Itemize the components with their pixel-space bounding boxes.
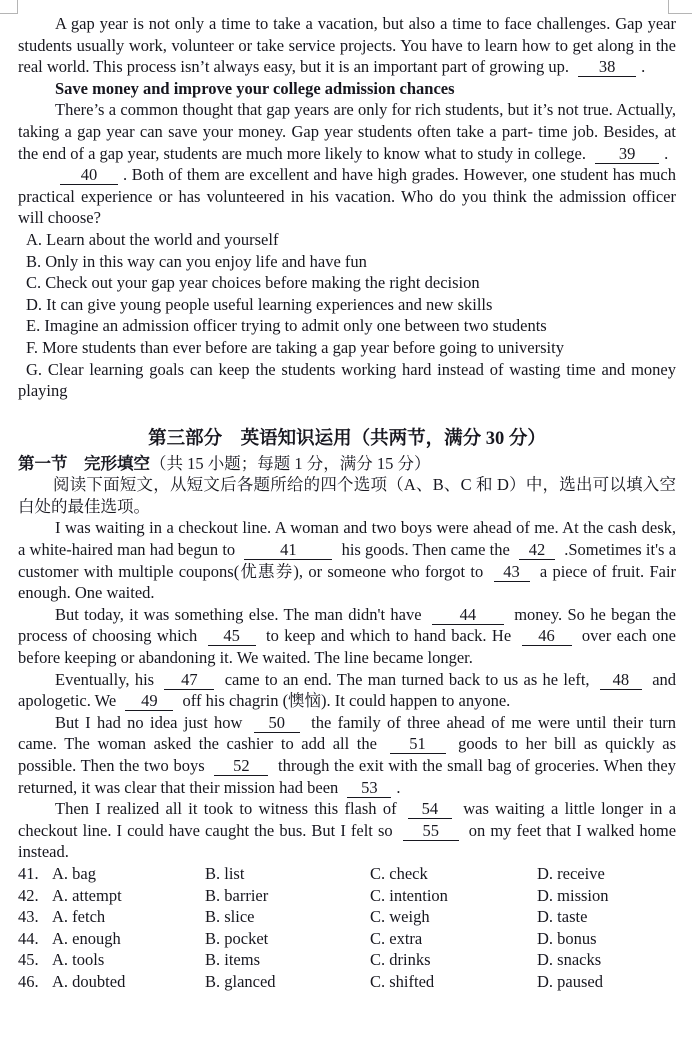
option-d: D. mission [537,885,609,905]
option-a: A. fetch [52,907,106,927]
section-3-title: 第三部分 英语知识运用（共两节，满分 30 分） [148,428,546,449]
section-3-subtitle [18,453,676,475]
reading-option-c: C. Check out your gap year choices before making the right decision [26,273,480,293]
reading-options-list [18,229,676,402]
paragraph-text: his goods. Then came the [341,540,510,560]
paragraph-text: off his chagrin (懊恼). It could happen to anyone. [182,691,511,711]
answer-row-42 [18,885,676,907]
paragraph-text: came to an end. The man turned back to us as he left, [224,669,590,689]
paragraph-text: was waiting a little longer in a checkout line. I could have caught the bus. But I felt so [18,799,677,840]
reading-option-d: D. It can give young people useful learning experiences and new skills [26,294,493,314]
blank-48: 48 [600,671,642,690]
paragraph-text: the family of three ahead of me were until their turn came. The woman asked the cashier to add all the [18,712,676,754]
page-corner-mark-right [668,0,692,14]
paragraph-text: But today, it was something else. The man didn't have [55,604,422,624]
paragraph-text: money. So he began the process of choosing which [18,604,677,646]
reading-option-f: F. More students than ever before are taking a gap year before going to university [26,337,564,357]
option-b: B. list [205,863,245,883]
page-corner-mark-left [0,0,18,14]
option-a: A. tools [52,950,105,970]
blank-39: 39 [595,145,659,164]
paragraph-text: over each one before keeping or abandoning it. We waited. The line became longer. [18,626,676,668]
paragraph-text: I was waiting in a checkout line. A woman and two boys were ahead of me. At the cash desk, a white-haired man had begun to [18,518,676,560]
blank-42: 42 [519,541,555,560]
cloze-instruction: 阅读下面短文，从短文后各题所给的四个选项（A、B、C 和 D）中，选出可以填入空白处的最佳选项。 [18,475,676,516]
blank-52: 52 [214,757,268,776]
blank-53: 53 [347,779,391,798]
answer-row-43 [18,906,676,928]
blank-43: 43 [494,563,530,582]
option-b: B. slice [205,907,255,927]
question-number: 46. [18,971,39,991]
option-d: D. snacks [537,950,602,970]
option-a: A. attempt [52,885,122,905]
option-a: A. bag [52,863,96,883]
paragraph-text: to keep and which to hand back. He [266,626,512,646]
paragraph-text: .Sometimes it's a customer with multiple coupons(优惠券), or someone who forgot to [18,540,677,581]
cloze-paragraph-1 [18,517,676,603]
blank-55: 55 [403,822,459,841]
option-b: B. barrier [205,885,269,905]
paragraph-text: . Both of them are excellent and have high grades. However, one student has much practical experience or has volunteered in his vacation. Who do you think the admission officer will choose? [18,165,676,228]
subtitle-bold-part: 第一节 完形填空 [18,453,150,473]
option-c: C. drinks [370,950,431,970]
option-b: B. items [205,950,261,970]
reading-option-a: A. Learn about the world and yourself [26,229,279,249]
option-d: D. bonus [537,928,597,948]
blank-50: 50 [254,714,300,733]
question-number: 43. [18,907,39,927]
paragraph-text: Eventually, his [55,669,155,689]
paragraph-text: A gap year is not only a time to take a vacation, but also a time to face challenges. Gap year students usually work, volunteer or take service projects. You have to learn how to get along in the real world. This process isn’t always easy, but it is an important part of growing up. [18,14,676,77]
paragraph-text: . [641,57,646,77]
option-a: A. doubted [52,971,126,991]
subtitle-rest-part: （共 15 小题；每题 1 分，满分 15 分） [150,453,431,473]
blank-40: 40 [60,166,118,185]
option-d: D. taste [537,907,588,927]
question-number: 45. [18,950,39,970]
question-number: 42. [18,885,39,905]
cloze-paragraph-5 [18,798,676,863]
paragraph-text: . [396,777,401,797]
option-d: D. receive [537,863,605,883]
reading-subheading: Save money and improve your college admission chances [55,78,455,98]
cloze-paragraph-3 [18,669,676,712]
reading-option-g: G. Clear learning goals can keep the students working hard instead of wasting time and money playing [18,359,676,401]
option-b: B. pocket [205,928,269,948]
question-number: 41. [18,863,39,883]
paragraph-text: on my feet that I walked home instead. [18,820,677,862]
blank-47: 47 [164,671,214,690]
paragraph-text: a piece of fruit. Fair enough. One waited. [18,561,677,603]
paragraph-text: There’s a common thought that gap years are only for rich students, but it’s not true. Actually, taking a gap year can save your money. Gap year students often take a part- time job. Besides, at the end of a gap year, students are much more likely to know what to study in college. [18,100,676,163]
gap-year-paragraph-3 [18,164,676,229]
option-b: B. glanced [205,971,276,991]
blank-46: 46 [522,627,572,646]
answer-row-45 [18,949,676,971]
option-c: C. intention [370,885,448,905]
paragraph-text: But I had no idea just how [55,712,243,732]
cloze-paragraph-2 [18,604,676,669]
cloze-paragraph-4 [18,712,676,798]
blank-41: 41 [244,541,332,560]
option-c: C. check [370,863,428,883]
reading-option-e: E. Imagine an admission officer trying to admit only one between two students [26,316,547,336]
gap-year-paragraph-2 [18,99,676,164]
blank-44: 44 [432,606,504,625]
paragraph-text: and apologetic. We [18,669,677,711]
option-d: D. paused [537,971,603,991]
blank-51: 51 [390,735,446,754]
answer-row-41 [18,863,676,885]
answer-row-44 [18,928,676,950]
option-c: C. extra [370,928,423,948]
paragraph-text: . [664,143,669,163]
option-c: C. weigh [370,907,430,927]
paragraph-text: Then I realized all it took to witness this flash of [55,799,397,819]
question-number: 44. [18,928,39,948]
gap-year-paragraph-1 [18,13,676,78]
paragraph-text: through the exit with the small bag of groceries. When they returned, it was clear that their mission had been [18,756,676,797]
cloze-answer-table [18,863,676,993]
blank-49: 49 [125,692,173,711]
answer-row-46 [18,971,676,993]
paragraph-text: goods to her bill as quickly as possible. Then the two boys [18,734,676,775]
reading-option-b: B. Only in this way can you enjoy life and have fun [26,251,367,271]
option-c: C. shifted [370,971,435,991]
blank-38: 38 [578,58,636,77]
blank-45: 45 [208,627,256,646]
blank-54: 54 [408,800,452,819]
option-a: A. enough [52,928,121,948]
